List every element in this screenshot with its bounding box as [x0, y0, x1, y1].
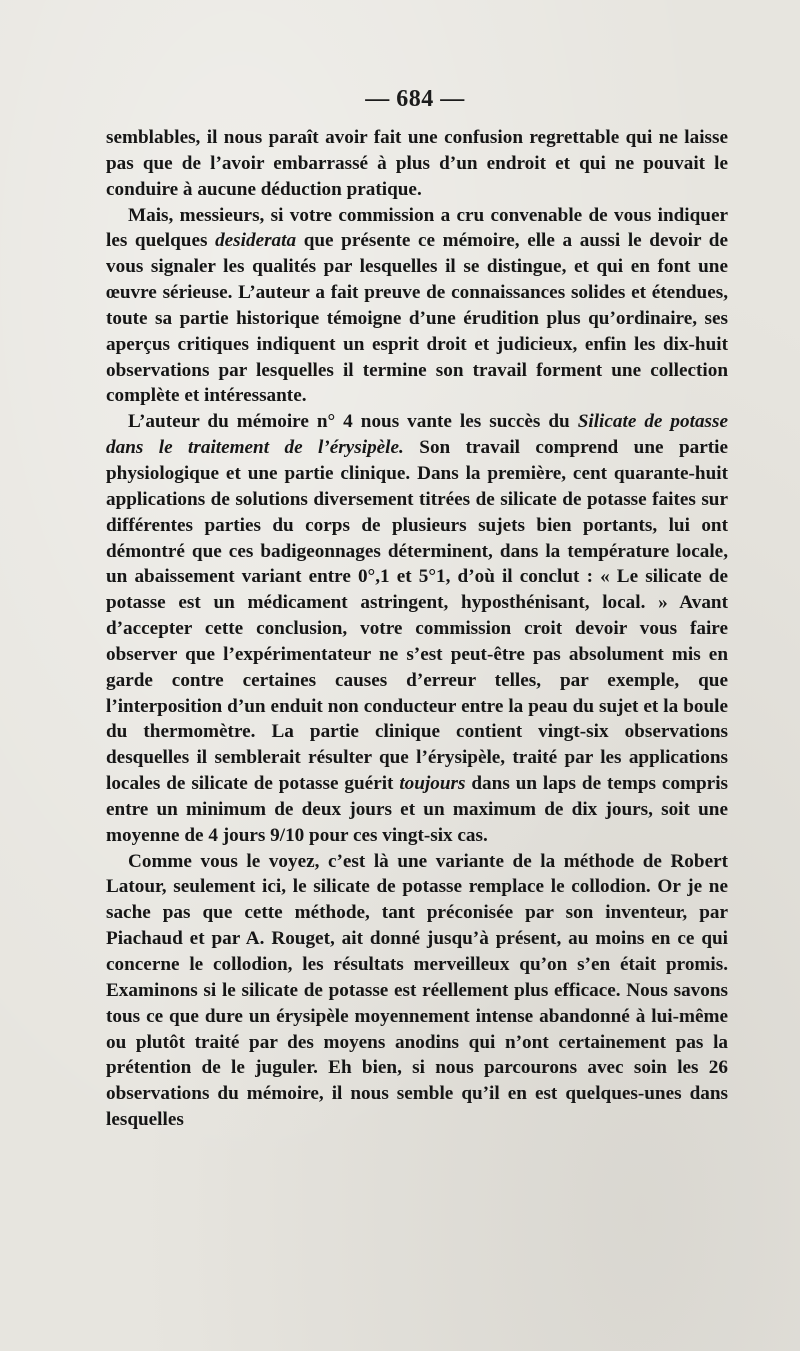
- paragraph-text: Son travail comprend une partie physiologique et une partie clinique. Dans la première, cent quarante-huit applications de solutions diversement titrées de silicate de potasse faites sur différentes parties du corps de plusieurs sujets bien portants, lui ont démontré que ces badigeonnages déterminent, dans la température locale, un abaissement variant entre 0°,1 et 5°1, d’où il conclut : « Le silicate de potasse est un médicament astringent, hyposthénisant, local. » Avant d’accepter cette conclusion, votre commission croit devoir vous faire observer que l’expérimentateur ne s’est peut-être pas absolument mis en garde contre certaines causes d’erreur telles, par exemple, que l’interposition d’un enduit non conducteur entre la peau du sujet et la boule du thermomètre. La partie clinique contient vingt-six observations desquelles il semblerait résulter que l’érysipèle, traité par les applications locales de silicate de potasse guérit: [106, 437, 728, 795]
- italic-term: desiderata: [215, 230, 297, 252]
- paragraph-text: Mais, messieurs, si votre commission a cru convenable de vous indiquer les quelques: [106, 204, 728, 252]
- paragraph-text: L’auteur du mémoire n° 4 nous vante les succès du: [128, 411, 578, 433]
- paragraph-4: [106, 849, 728, 1133]
- paragraph-text: que présente ce mémoire, elle a aussi le devoir de vous signaler les qualités par lesquelles il se distingue, et qui en font une œuvre sérieuse. L’auteur a fait preuve de connaissances solides et étendues, toute sa partie historique témoigne d’une érudition plus qu’ordinaire, ses aperçus critiques indiquent un esprit droit et judicieux, enfin les dix-huit observations par lesquelles il termine son travail forment une collection complète et intéressante.: [106, 230, 728, 407]
- body-text: [106, 125, 728, 1133]
- paragraph-text: semblables, il nous paraît avoir fait une confusion regrettable qui ne laisse pas que de l’avoir embarrassé à plus d’un endroit et qui ne pouvait le conduire à aucune déduction pratique.: [106, 127, 728, 200]
- paragraph-1: [106, 125, 728, 203]
- italic-title: Silicate de potasse dans le traitement de l’érysipèle.: [106, 411, 728, 459]
- paragraph-3: [106, 409, 728, 848]
- paragraph-text: dans un laps de temps compris entre un minimum de deux jours et un maximum de dix jours, soit une moyenne de 4 jours 9/10 pour ces vingt-six cas.: [106, 773, 729, 846]
- paragraph-text: Comme vous le voyez, c’est là une variante de la méthode de Robert Latour, seulement ici, le silicate de potasse remplace le collodion. Or je ne sache pas que cette méthode, tant préconisée par son inventeur, par Piachaud et par A. Rouget, ait donné jusqu’à présent, au moins en ce qui concerne le collodion, les résultats merveilleux qu’on s’en était promis. Examinons si le silicate de potasse est réellement plus efficace. Nous savons tous ce que dure un érysipèle moyennement intense abandonné à lui-même ou plutôt traité par des moyens anodins qui n’ont certainement pas la prétention de le juguler. Eh bien, si nous parcourons avec soin les 26 observations du mémoire, il nous semble qu’il en est quelques-unes dans lesquelles: [106, 850, 728, 1131]
- page-number: — 684 —: [365, 86, 465, 112]
- italic-term: toujours: [399, 773, 466, 795]
- paragraph-2: [106, 203, 728, 410]
